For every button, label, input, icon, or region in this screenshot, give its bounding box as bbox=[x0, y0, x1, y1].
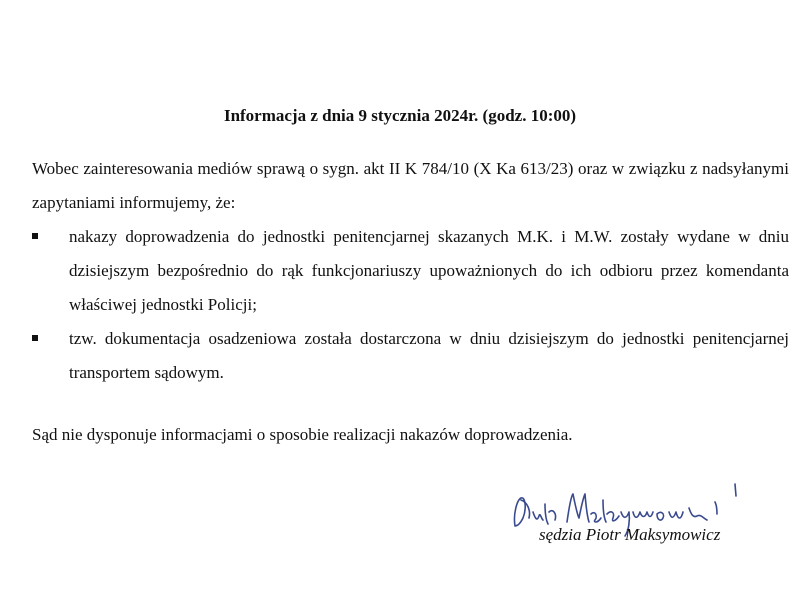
bullet-text: nakazy doprowadzenia do jednostki penitencjarnej skazanych M.K. i M.W. zostały wydane w dniu dzisiejszym bezpośrednio do rąk funkcjonariuszy upoważnionych do ich odbioru przez komendanta właściwej jednostki Policji; bbox=[69, 227, 789, 314]
list-item bbox=[32, 322, 789, 390]
signer-name: sędzia Piotr Maksymowicz bbox=[539, 525, 721, 544]
square-bullet-icon bbox=[32, 233, 38, 239]
list-item bbox=[32, 220, 789, 322]
bullet-text: tzw. dokumentacja osadzeniowa została dostarczona w dniu dzisiejszym do jednostki penitencjarnej transportem sądowym. bbox=[69, 329, 789, 382]
signature-block bbox=[505, 478, 795, 568]
intro-paragraph: Wobec zainteresowania mediów sprawą o sygn. akt II K 784/10 (X Ka 613/23) oraz w związku z nadsyłanymi zapytaniami informujemy, że: bbox=[32, 159, 789, 212]
document-title: Informacja z dnia 9 stycznia 2024r. (godz. 10:00) bbox=[223, 106, 577, 125]
square-bullet-icon bbox=[32, 335, 38, 341]
bullet-list bbox=[32, 220, 789, 390]
closing-paragraph: Sąd nie dysponuje informacjami o sposobie realizacji nakazów doprowadzenia. bbox=[32, 425, 573, 444]
